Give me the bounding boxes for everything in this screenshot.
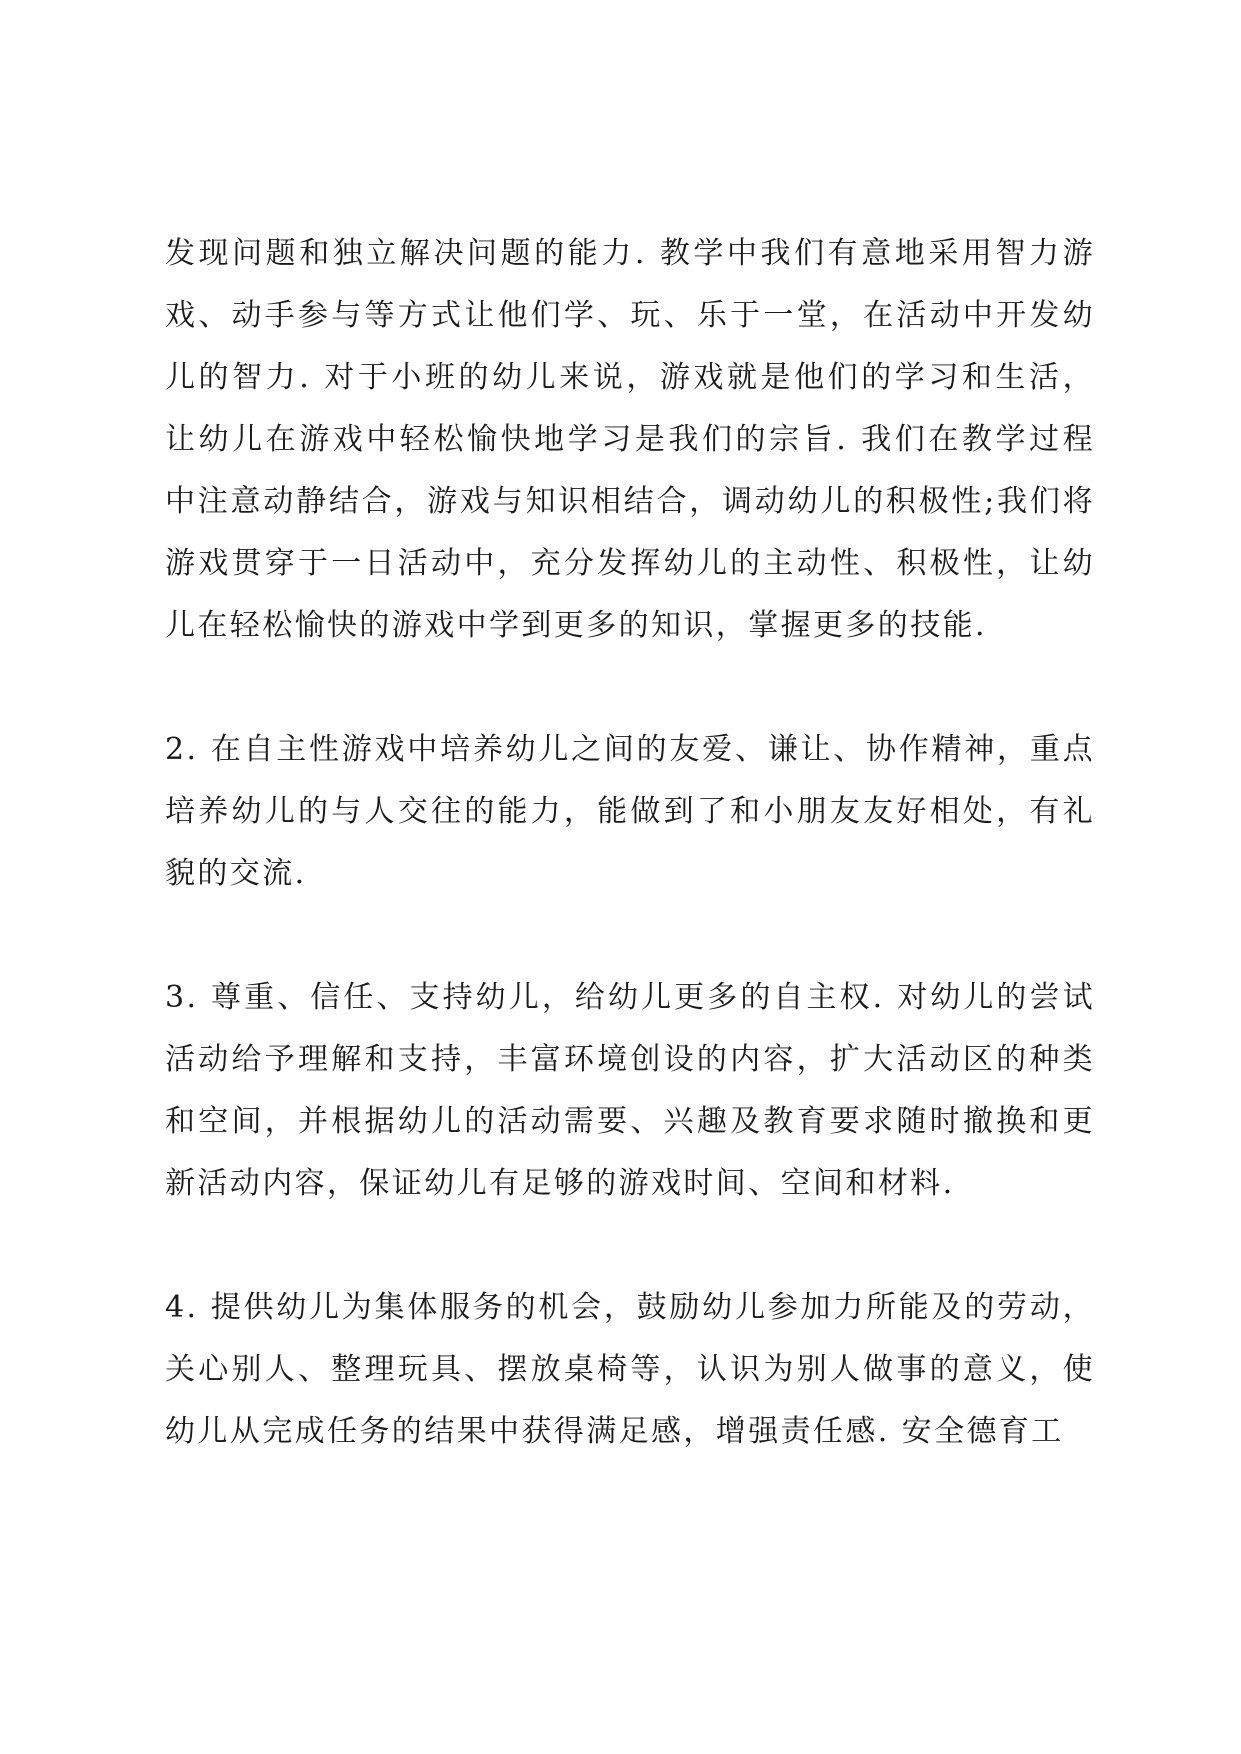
paragraph-continuation: 发现问题和独立解决问题的能力. 教学中我们有意地采用智力游戏、动手参与等方式让他们学、玩、乐于一堂，在活动中开发幼儿的智力. 对于小班的幼儿来说，游戏就是他们的学习和生活，让幼儿在游戏中轻松愉快地学习是我们的宗旨. 我们在教学过程中注意动静结合，游戏与知识相结合，调动幼儿的积极性;我们将游戏贯穿于一日活动中，充分发挥幼儿的主动性、积极性，让幼儿在轻松愉快的游戏中学到更多的知识，掌握更多的技能.	[165, 236, 1095, 643]
paragraph-item-3: 3. 尊重、信任、支持幼儿，给幼儿更多的自主权. 对幼儿的尝试活动给予理解和支持，丰富环境创设的内容，扩大活动区的种类和空间，并根据幼儿的活动需要、兴趣及教育要求随时撤换和更新活动内容，保证幼儿有足够的游戏时间、空间和材料.	[165, 980, 1095, 1201]
paragraph-item-4: 4. 提供幼儿为集体服务的机会，鼓励幼儿参加力所能及的劳动，关心别人、整理玩具、摆放桌椅等，认识为别人做事的意义，使幼儿从完成任务的结果中获得满足感，增强责任感. 安全德育工	[165, 1290, 1095, 1449]
document-body	[165, 223, 1095, 1463]
paragraph-item-2: 2. 在自主性游戏中培养幼儿之间的友爱、谦让、协作精神，重点培养幼儿的与人交往的能力，能做到了和小朋友友好相处，有礼貌的交流.	[165, 732, 1095, 891]
